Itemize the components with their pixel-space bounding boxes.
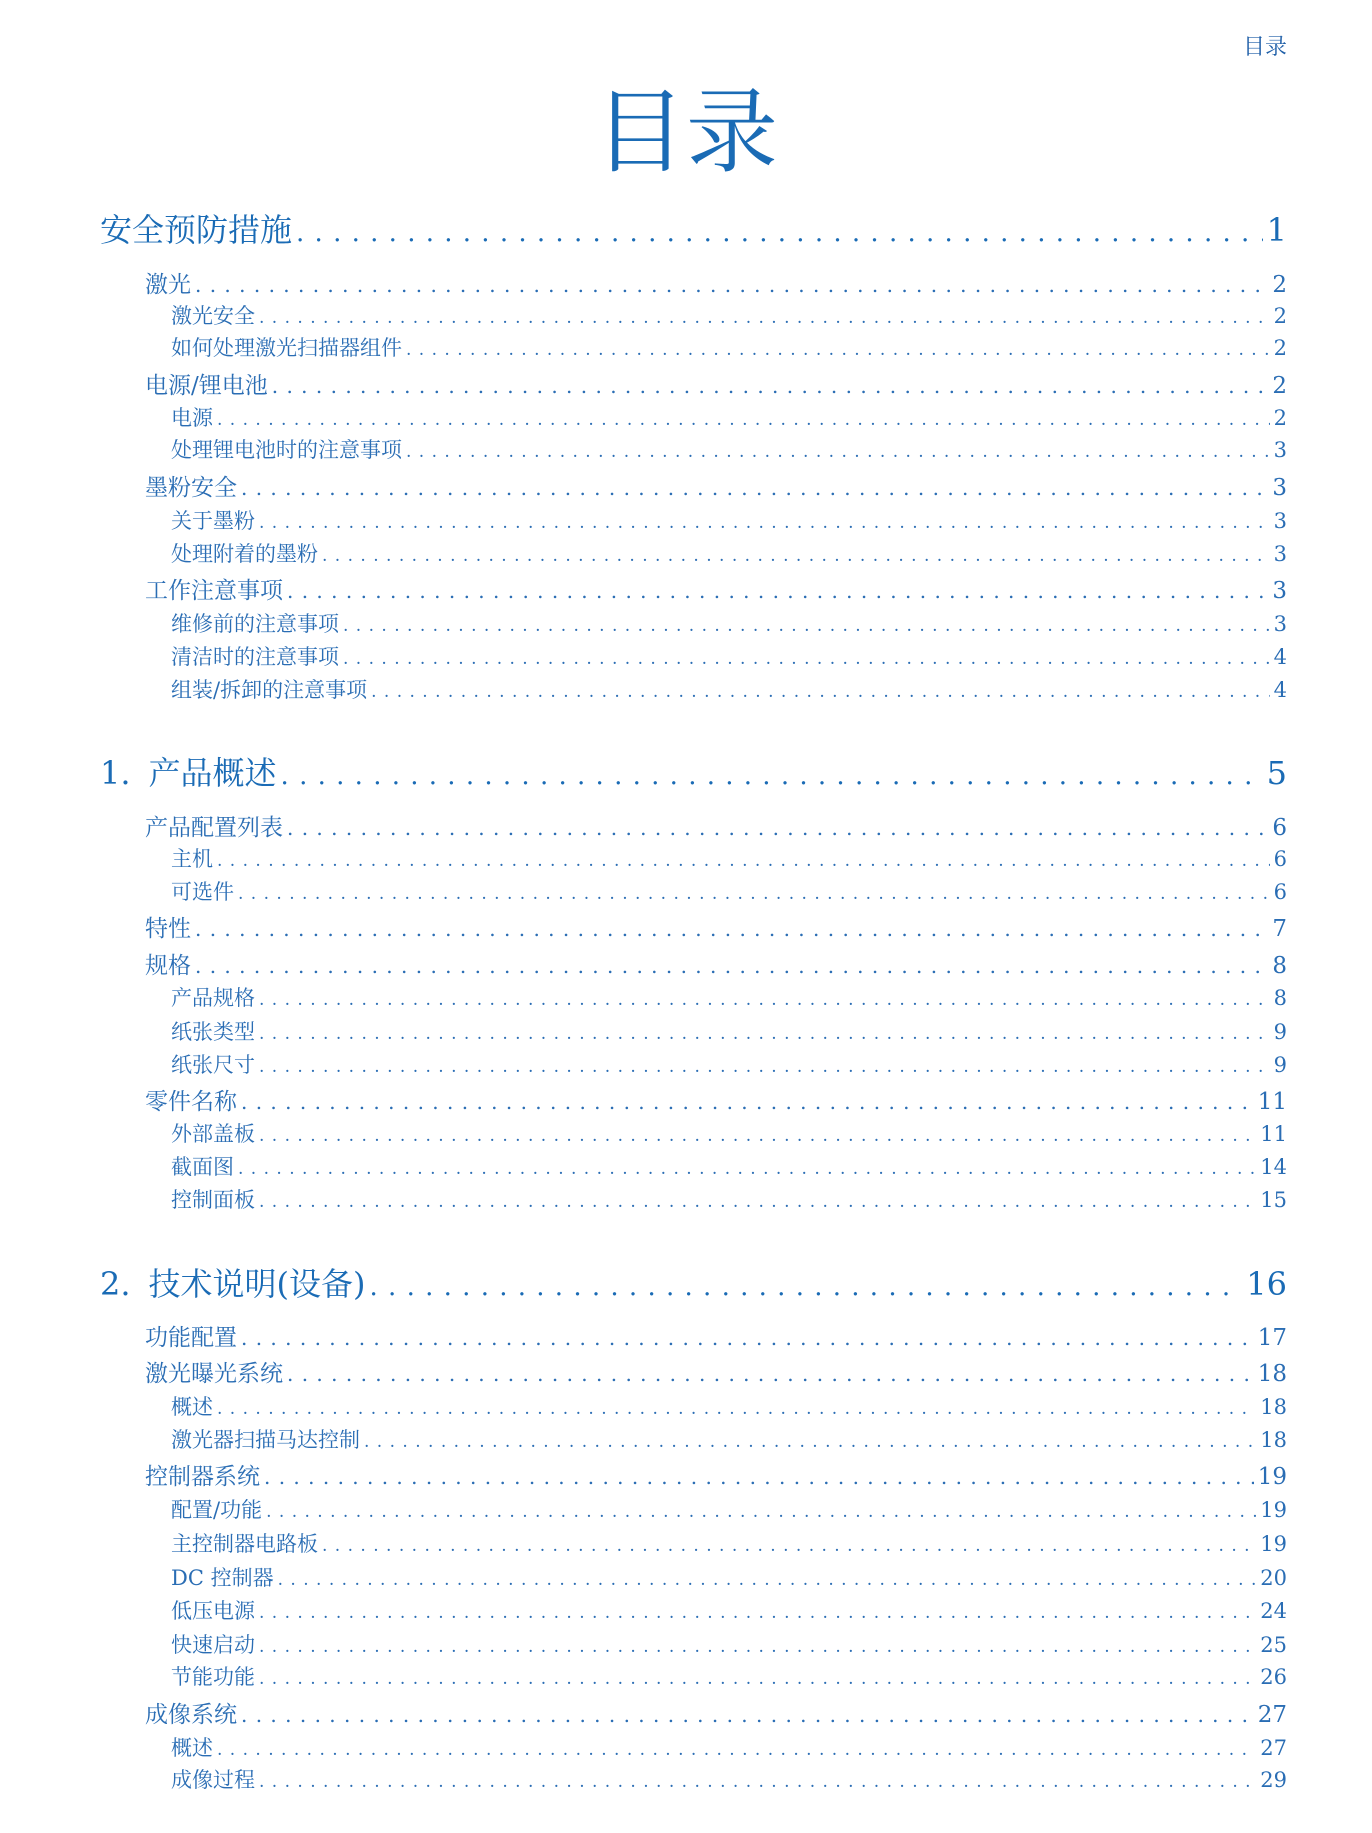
toc-entry-text: 激光: [145, 272, 191, 298]
toc-entry-level-2[interactable]: [145, 947, 1287, 980]
toc-entry-page-number: 24: [1260, 1599, 1287, 1623]
dot-leader: [259, 1192, 1256, 1212]
toc-entry-level-3[interactable]: [171, 982, 1287, 1012]
toc-entry-page-number: 4: [1273, 645, 1287, 669]
toc-entry-level-1[interactable]: [100, 748, 1287, 794]
toc-entry-page-number: 3: [1272, 475, 1287, 501]
toc-entry-label: [145, 266, 191, 299]
toc-entry-text: 清洁时的注意事项: [171, 645, 339, 669]
toc-entry-page-number: 6: [1273, 847, 1287, 871]
toc-entry-level-2[interactable]: [145, 1458, 1287, 1491]
toc-entry-text: 产品规格: [171, 986, 255, 1010]
dot-leader: [343, 649, 1270, 669]
dot-leader: [406, 442, 1270, 462]
toc-entry-level-3[interactable]: [171, 876, 1287, 906]
toc-entry-page-number: 4: [1273, 678, 1287, 702]
toc-entry-text: 激光安全: [171, 304, 255, 328]
dot-leader: [259, 1057, 1270, 1077]
toc-entry-level-3[interactable]: [171, 1764, 1287, 1794]
dot-leader: [195, 954, 1268, 978]
toc-entry-text: 功能配置: [145, 1325, 237, 1351]
toc-entry-page-number: 14: [1260, 1155, 1287, 1179]
toc-entry-page-number: 19: [1260, 1498, 1287, 1522]
toc-entry-page-number: 27: [1260, 1736, 1287, 1760]
toc-entry-level-3[interactable]: [171, 843, 1287, 873]
toc-entry-label: [145, 910, 191, 943]
dot-leader: [371, 682, 1270, 702]
dot-leader: [217, 1399, 1256, 1419]
dot-leader: [259, 1772, 1256, 1792]
toc-entry-label: [145, 469, 237, 502]
dot-leader: [296, 218, 1263, 248]
toc-entry-label: [145, 1355, 283, 1388]
toc-entry-page-number: 18: [1257, 1361, 1287, 1387]
toc-entry-level-2[interactable]: [145, 1355, 1287, 1388]
toc-entry-text: 概述: [171, 1736, 213, 1760]
dot-leader: [278, 1570, 1257, 1590]
toc-entry-label: [171, 1764, 255, 1794]
toc-entry-label: [171, 1629, 255, 1659]
toc-entry-page-number: 20: [1260, 1566, 1287, 1590]
toc-entry-page-number: 8: [1273, 986, 1287, 1010]
toc-entry-label: [171, 641, 339, 671]
dot-leader: [241, 1090, 1254, 1114]
toc-entry-text: 快速启动: [171, 1633, 255, 1657]
running-header: 目录: [1242, 35, 1287, 60]
page-title: 目录: [593, 79, 778, 186]
dot-leader: [287, 816, 1268, 840]
toc-entry-text: 激光器扫描马达控制: [171, 1428, 360, 1452]
toc-entry-text: 主控制器电路板: [171, 1532, 318, 1556]
toc-entry-text: 纸张类型: [171, 1020, 255, 1044]
toc-entry-page-number: 3: [1273, 438, 1287, 462]
toc-entry-level-3[interactable]: [171, 1016, 1287, 1046]
dot-leader: [259, 1126, 1256, 1146]
dot-leader: [195, 917, 1268, 941]
toc-entry-level-2[interactable]: [145, 1083, 1287, 1116]
toc-entry-text: 节能功能: [171, 1665, 255, 1689]
toc-entry-text: 处理附着的墨粉: [171, 542, 318, 566]
toc-entry-level-3[interactable]: [171, 608, 1287, 638]
toc-entry-label: [171, 1661, 255, 1691]
toc-entry-text: 概述: [171, 1395, 213, 1419]
toc-entry-level-3[interactable]: [171, 1118, 1287, 1148]
toc-entry-label: [145, 1319, 237, 1352]
toc-entry-page-number: 2: [1272, 373, 1287, 399]
toc-entry-level-3[interactable]: [171, 1494, 1287, 1524]
toc-entry-level-3[interactable]: [171, 1661, 1287, 1691]
toc-entry-label: [171, 332, 402, 362]
dot-leader: [259, 308, 1270, 328]
toc-entry-level-3[interactable]: [171, 1184, 1287, 1214]
dot-leader: [406, 340, 1270, 360]
toc-entry-page-number: 3: [1273, 612, 1287, 636]
toc-entry-page-number: 27: [1257, 1702, 1287, 1728]
dot-leader: [238, 1159, 1256, 1179]
toc-entry-page-number: 29: [1260, 1768, 1287, 1792]
toc-entry-level-3[interactable]: [171, 402, 1287, 432]
toc-entry-text: 低压电源: [171, 1599, 255, 1623]
toc-entry-level-2[interactable]: [145, 572, 1287, 605]
toc-entry-label: [171, 538, 318, 568]
dot-leader: [343, 616, 1270, 636]
toc-entry-text: 电源: [171, 406, 213, 430]
toc-entry-page-number: 5: [1266, 754, 1287, 792]
toc-entry-text: 组装/拆卸的注意事项: [171, 678, 368, 702]
toc-entry-level-2[interactable]: [145, 469, 1287, 502]
toc-entry-level-3[interactable]: [171, 1595, 1287, 1625]
toc-entry-page-number: 3: [1272, 578, 1287, 604]
toc-entry-text: 技术说明(设备): [148, 1265, 366, 1303]
dot-leader: [259, 1637, 1256, 1657]
toc-entry-label: [171, 434, 402, 464]
toc-entry-label: [171, 1049, 255, 1079]
toc-entry-page-number: 16: [1246, 1265, 1287, 1303]
toc-entry-page-number: 2: [1273, 406, 1287, 430]
toc-entry-page-number: 18: [1260, 1428, 1287, 1452]
toc-entry-text: 维修前的注意事项: [171, 612, 339, 636]
toc-entry-level-3[interactable]: [171, 674, 1287, 704]
toc-entry-label: [171, 674, 367, 704]
toc-entry-text: 成像过程: [171, 1768, 255, 1792]
toc-entry-text: 产品概述: [148, 754, 277, 792]
toc-entry-level-3[interactable]: [171, 300, 1287, 330]
toc-entry-label: [171, 402, 213, 432]
toc-entry-level-3[interactable]: [171, 1151, 1287, 1181]
toc-entry-number: 1.: [100, 754, 131, 792]
toc-entry-label: [171, 1184, 255, 1214]
dot-leader: [259, 1024, 1270, 1044]
toc-entry-text: 关于墨粉: [171, 509, 255, 533]
toc-entry-label: [171, 876, 234, 906]
toc-entry-label: [171, 1528, 318, 1558]
toc-entry-text: 成像系统: [145, 1702, 237, 1728]
toc-entry-label: [145, 1083, 237, 1116]
dot-leader: [272, 374, 1269, 398]
toc-entry-page-number: 3: [1273, 542, 1287, 566]
toc-entry-page-number: 19: [1260, 1532, 1287, 1556]
toc-entry-level-3[interactable]: [171, 538, 1287, 568]
toc-entry-text: 产品配置列表: [145, 815, 283, 841]
toc-entry-page-number: 17: [1257, 1325, 1287, 1351]
toc-entry-level-2[interactable]: [145, 1319, 1287, 1352]
toc-entry-level-3[interactable]: [171, 1732, 1287, 1762]
toc-entry-label: [171, 1494, 262, 1524]
toc-entry-page-number: 9: [1273, 1020, 1287, 1044]
toc-entry-level-3[interactable]: [171, 1049, 1287, 1079]
toc-entry-label: [171, 1424, 360, 1454]
toc-entry-page-number: 19: [1257, 1464, 1287, 1490]
toc-entry-label: [171, 982, 255, 1012]
toc-entry-level-2[interactable]: [145, 266, 1287, 299]
dot-leader: [217, 1740, 1256, 1760]
toc-entry-label: [171, 505, 255, 535]
toc-entry-label: [171, 608, 339, 638]
toc-entry-page-number: 1: [1266, 211, 1287, 249]
dot-leader: [217, 851, 1270, 871]
toc-entry-level-3[interactable]: [171, 1629, 1287, 1659]
toc-entry-label: [171, 1151, 234, 1181]
toc-entry-level-3[interactable]: [171, 1424, 1287, 1454]
toc-entry-level-2[interactable]: [145, 809, 1287, 842]
dot-leader: [287, 1362, 1254, 1386]
dot-leader: [259, 1603, 1256, 1623]
toc-entry-page-number: 26: [1260, 1665, 1287, 1689]
toc-entry-level-3[interactable]: [171, 505, 1287, 535]
toc-entry-number: 2.: [100, 1265, 131, 1303]
toc-entry-level-3[interactable]: [171, 1391, 1287, 1421]
dot-leader: [195, 273, 1268, 297]
toc-entry-text: DC 控制器: [171, 1566, 274, 1590]
toc-entry-text: 墨粉安全: [145, 475, 237, 501]
toc-entry-label: [171, 843, 213, 873]
toc-entry-label: [100, 1259, 366, 1305]
toc-entry-page-number: 25: [1260, 1633, 1287, 1657]
toc-entry-text: 工作注意事项: [145, 578, 283, 604]
toc-entry-page-number: 2: [1272, 272, 1287, 298]
toc-entry-text: 截面图: [171, 1155, 234, 1179]
toc-entry-level-3[interactable]: [171, 332, 1287, 362]
dot-leader: [322, 546, 1270, 566]
toc-entry-text: 安全预防措施: [100, 211, 293, 249]
dot-leader: [364, 1432, 1256, 1452]
dot-leader: [259, 1669, 1256, 1689]
toc-entry-page-number: 2: [1273, 304, 1287, 328]
toc-entry-text: 电源/锂电池: [145, 373, 268, 399]
toc-entry-page-number: 3: [1273, 509, 1287, 533]
toc-entry-label: [171, 1391, 213, 1421]
toc-entry-label: [145, 809, 283, 842]
dot-leader: [259, 513, 1270, 533]
toc-entry-label: [171, 1016, 255, 1046]
toc-entry-label: [145, 1458, 260, 1491]
toc-entry-text: 外部盖板: [171, 1122, 255, 1146]
toc-entry-level-3[interactable]: [171, 434, 1287, 464]
toc-entry-label: [171, 1732, 213, 1762]
dot-leader: [259, 990, 1270, 1010]
dot-leader: [241, 1703, 1254, 1727]
toc-entry-level-1[interactable]: [100, 205, 1287, 251]
dot-leader: [241, 476, 1268, 500]
toc-entry-label: [100, 748, 277, 794]
toc-entry-label: [100, 205, 292, 251]
toc-entry-label: [145, 947, 191, 980]
toc-entry-label: [171, 1562, 274, 1592]
toc-entry-text: 主机: [171, 847, 213, 871]
toc-entry-text: 纸张尺寸: [171, 1053, 255, 1077]
toc-entry-label: [171, 1118, 255, 1148]
toc-entry-level-2[interactable]: [145, 910, 1287, 943]
dot-leader: [264, 1465, 1254, 1489]
toc-entry-text: 控制器系统: [145, 1464, 260, 1490]
toc-entry-level-3[interactable]: [171, 1562, 1287, 1592]
toc-entry-level-2[interactable]: [145, 367, 1287, 400]
dot-leader: [287, 579, 1268, 603]
toc-entry-text: 激光曝光系统: [145, 1361, 283, 1387]
toc-entry-page-number: 7: [1272, 916, 1287, 942]
toc-entry-text: 配置/功能: [171, 1498, 263, 1522]
dot-leader: [322, 1536, 1256, 1556]
toc-entry-page-number: 18: [1260, 1395, 1287, 1419]
toc-entry-level-3[interactable]: [171, 1528, 1287, 1558]
toc-entry-page-number: 15: [1260, 1188, 1287, 1212]
toc-entry-text: 处理锂电池时的注意事项: [171, 438, 402, 462]
toc-entry-text: 控制面板: [171, 1188, 255, 1212]
toc-entry-page-number: 6: [1272, 815, 1287, 841]
toc-entry-page-number: 11: [1260, 1122, 1287, 1146]
toc-entry-page-number: 8: [1272, 953, 1287, 979]
toc-entry-label: [171, 300, 255, 330]
toc-entry-page-number: 9: [1273, 1053, 1287, 1077]
toc-entry-page-number: 6: [1273, 880, 1287, 904]
dot-leader: [266, 1502, 1256, 1522]
toc-entry-label: [171, 1595, 255, 1625]
toc-entry-page-number: 11: [1257, 1089, 1287, 1115]
toc-entry-label: [145, 1696, 237, 1729]
toc-entry-text: 规格: [145, 953, 191, 979]
toc-entry-label: [145, 572, 283, 605]
toc-entry-level-2[interactable]: [145, 1696, 1287, 1729]
dot-leader: [238, 884, 1270, 904]
toc-entry-page-number: 2: [1273, 336, 1287, 360]
toc-entry-text: 零件名称: [145, 1089, 237, 1115]
dot-leader: [217, 410, 1270, 430]
toc-entry-label: [145, 367, 268, 400]
toc-entry-text: 如何处理激光扫描器组件: [171, 336, 402, 360]
toc-entry-text: 特性: [145, 916, 191, 942]
toc-entry-level-3[interactable]: [171, 641, 1287, 671]
toc-entry-level-1[interactable]: [100, 1259, 1287, 1305]
dot-leader: [281, 761, 1263, 791]
dot-leader: [241, 1326, 1254, 1350]
dot-leader: [370, 1272, 1243, 1302]
toc-entry-text: 可选件: [171, 880, 234, 904]
